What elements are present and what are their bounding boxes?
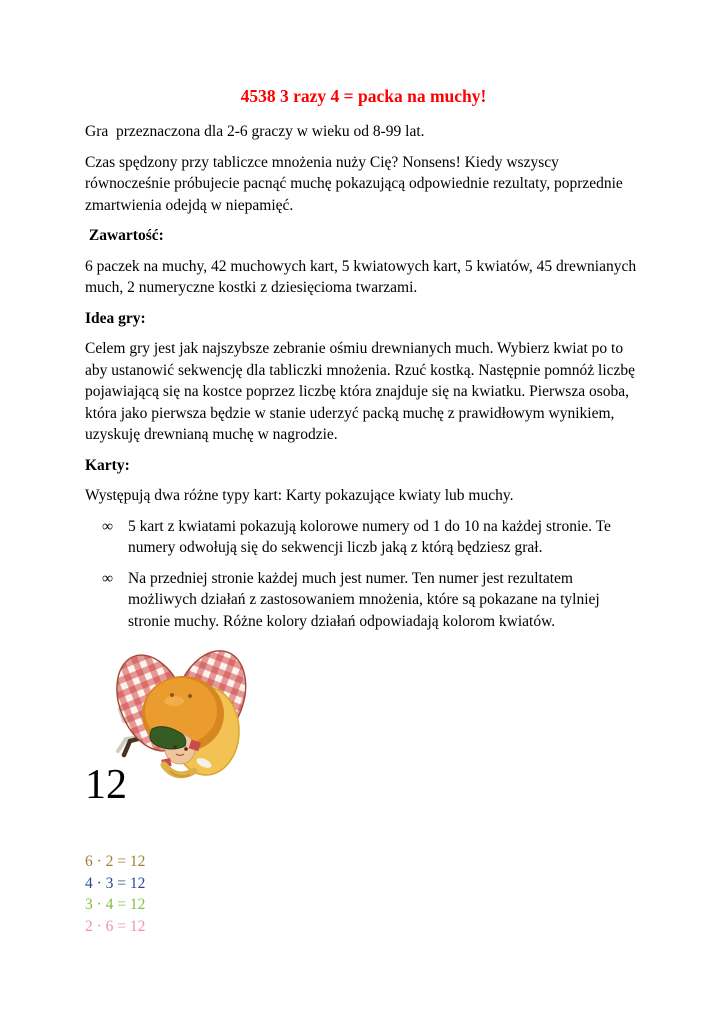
card-number: 12 xyxy=(85,762,127,808)
intro-paragraph: Gra przeznaczona dla 2-6 graczy w wieku od 8-99 lat. xyxy=(85,123,425,140)
multiplication-equations xyxy=(85,851,642,937)
infinity-bullet-icon: ∞ xyxy=(102,569,114,587)
equation-line: 6 · 2 = 12 xyxy=(85,853,146,870)
contents-heading: Zawartość: xyxy=(85,227,164,244)
bullet-item-fly-cards xyxy=(85,568,642,633)
idea-body: Celem gry jest jak najszybsze zebranie ośmiu drewnianych much. Wybierz kwiat po to aby ustanowić sekwencję dla tabliczki mnożenia. Rzuć kostką. Następnie pomnóż liczbę pojawiającą się na kostce poprzez liczbę która znajduje się na kwiatku. Pierwsza osoba, która jako pierwsza będzie w stanie uderzyć packą muchę z prawidłowym wynikiem, uzyskuję drewnianą muchę w nagrodzie. xyxy=(85,340,639,443)
equation-line: 4 · 3 = 12 xyxy=(85,874,146,892)
teaser-paragraph: Czas spędzony przy tabliczce mnożenia nuży Cię? Nonsens! Kiedy wszyscy równocześnie próbujecie pacnąć muchę pokazującą odpowiednie rezultaty, poprzednie zmartwienia odejdą w niepamięć. xyxy=(85,153,627,214)
fly-card-illustration xyxy=(110,641,250,781)
contents-body: 6 paczek na muchy, 42 muchowych kart, 5 kwiatowych kart, 5 kwiatów, 45 drewnianych much, 2 numeryczne kostki z dziesięcioma twarzami. xyxy=(85,257,640,296)
cards-intro: Występują dwa różne typy kart: Karty pokazujące kwiaty lub muchy. xyxy=(85,487,514,504)
cards-heading: Karty: xyxy=(85,456,130,474)
page-title: 4538 3 razy 4 = packa na muchy! xyxy=(240,86,487,106)
bullet-item-flower-cards xyxy=(85,516,642,559)
bullet-text: 5 kart z kwiatami pokazują kolorowe numery od 1 do 10 na każdej stronie. Te numery odwołują się do sekwencji liczb jaką z którą będziesz grał. xyxy=(128,517,615,556)
bullet-text: Na przedniej stronie każdej much jest numer. Ten numer jest rezultatem możliwych działań z zastosowaniem mnożenia, które są pokazane na tylniej stronie muchy. Różne kolory działań odpowiadają kolorom kwiatów. xyxy=(128,569,604,630)
idea-heading: Idea gry: xyxy=(85,309,146,327)
fly-illustration-svg xyxy=(110,641,250,781)
equation-line: 3 · 4 = 12 xyxy=(85,896,146,913)
infinity-bullet-icon: ∞ xyxy=(102,517,114,535)
equation-line: 2 · 6 = 12 xyxy=(85,917,146,935)
